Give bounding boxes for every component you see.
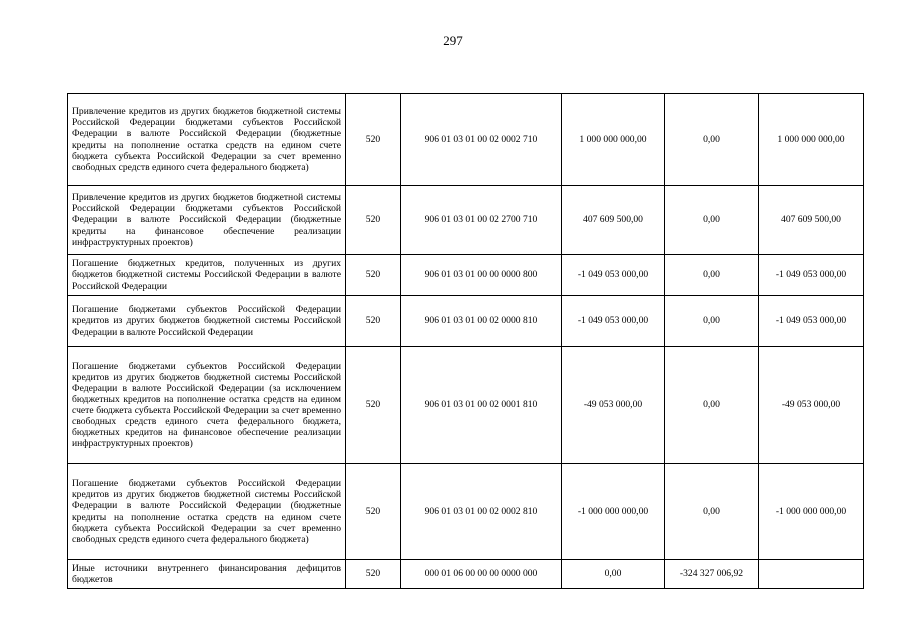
source-name-cell: Погашение бюджетами субъектов Российской Федерации кредитов из других бюджетов бюджетной системы Российской Федерации в валюте Российской Федерации (за исключением бюджетных кредитов на пополнение остатка средств на едином счете бюджета субъекта Российской Федерации за счет временно свободных средств единого счета федерального бюджета, бюджетных кредитов на финансовое обеспечение реализации инфраструктурных проектов) <box>68 347 346 464</box>
plan-amount-cell: -1 049 053 000,00 <box>562 255 665 296</box>
executed-amount-cell: 0,00 <box>665 255 759 296</box>
executed-amount-cell: -324 327 006,92 <box>665 560 759 589</box>
source-name-cell: Погашение бюджетами субъектов Российской Федерации кредитов из других бюджетов бюджетной системы Российской Федерации в валюте Российской Федерации <box>68 296 346 347</box>
executed-amount-cell: 0,00 <box>665 464 759 560</box>
classification-code-cell: 906 01 03 01 00 00 0000 800 <box>401 255 562 296</box>
page-number: 297 <box>443 33 463 48</box>
admin-code-cell: 520 <box>346 186 401 255</box>
remaining-amount-cell: -1 049 053 000,00 <box>759 296 864 347</box>
plan-amount-cell: -1 049 053 000,00 <box>562 296 665 347</box>
table-row <box>68 347 864 464</box>
remaining-amount-cell: 407 609 500,00 <box>759 186 864 255</box>
table-body <box>68 94 864 589</box>
executed-amount-cell: 0,00 <box>665 186 759 255</box>
admin-code-cell: 520 <box>346 94 401 186</box>
table-row <box>68 560 864 589</box>
plan-amount-cell: 1 000 000 000,00 <box>562 94 665 186</box>
source-name-cell: Привлечение кредитов из других бюджетов бюджетной системы Российской Федерации бюджетами субъектов Российской Федерации в валюте Российской Федерации (бюджетные кредиты на финансовое обеспечение реализации инфраструктурных проектов) <box>68 186 346 255</box>
classification-code-cell: 906 01 03 01 00 02 0002 710 <box>401 94 562 186</box>
remaining-amount-cell: 1 000 000 000,00 <box>759 94 864 186</box>
remaining-amount-cell: -49 053 000,00 <box>759 347 864 464</box>
classification-code-cell: 000 01 06 00 00 00 0000 000 <box>401 560 562 589</box>
executed-amount-cell: 0,00 <box>665 296 759 347</box>
table-row <box>68 296 864 347</box>
remaining-amount-cell: -1 049 053 000,00 <box>759 255 864 296</box>
classification-code-cell: 906 01 03 01 00 02 2700 710 <box>401 186 562 255</box>
executed-amount-cell: 0,00 <box>665 94 759 186</box>
source-name-cell: Погашение бюджетных кредитов, полученных из других бюджетов бюджетной системы Российской Федерации в валюте Российской Федерации <box>68 255 346 296</box>
admin-code-cell: 520 <box>346 464 401 560</box>
source-name-cell: Погашение бюджетами субъектов Российской Федерации кредитов из других бюджетов бюджетной системы Российской Федерации в валюте Российской Федерации (бюджетные кредиты на пополнение остатка средств на едином счете бюджета субъекта Российской Федерации за счет временно свободных средств единого счета федерального бюджета) <box>68 464 346 560</box>
executed-amount-cell: 0,00 <box>665 347 759 464</box>
table-row <box>68 464 864 560</box>
plan-amount-cell: 0,00 <box>562 560 665 589</box>
budget-sources-table <box>67 93 864 589</box>
admin-code-cell: 520 <box>346 255 401 296</box>
table-row <box>68 255 864 296</box>
source-name-cell: Иные источники внутреннего финансирования дефицитов бюджетов <box>68 560 346 589</box>
remaining-amount-cell: -1 000 000 000,00 <box>759 464 864 560</box>
plan-amount-cell: -1 000 000 000,00 <box>562 464 665 560</box>
admin-code-cell: 520 <box>346 560 401 589</box>
classification-code-cell: 906 01 03 01 00 02 0001 810 <box>401 347 562 464</box>
plan-amount-cell: -49 053 000,00 <box>562 347 665 464</box>
plan-amount-cell: 407 609 500,00 <box>562 186 665 255</box>
table-row <box>68 94 864 186</box>
admin-code-cell: 520 <box>346 347 401 464</box>
classification-code-cell: 906 01 03 01 00 02 0000 810 <box>401 296 562 347</box>
classification-code-cell: 906 01 03 01 00 02 0002 810 <box>401 464 562 560</box>
remaining-amount-cell <box>759 560 864 589</box>
source-name-cell: Привлечение кредитов из других бюджетов бюджетной системы Российской Федерации бюджетами субъектов Российской Федерации в валюте Российской Федерации (бюджетные кредиты на пополнение остатка средств на едином счете бюджета субъекта Российской Федерации за счет временно свободных средств единого счета федерального бюджета) <box>68 94 346 186</box>
table-row <box>68 186 864 255</box>
admin-code-cell: 520 <box>346 296 401 347</box>
